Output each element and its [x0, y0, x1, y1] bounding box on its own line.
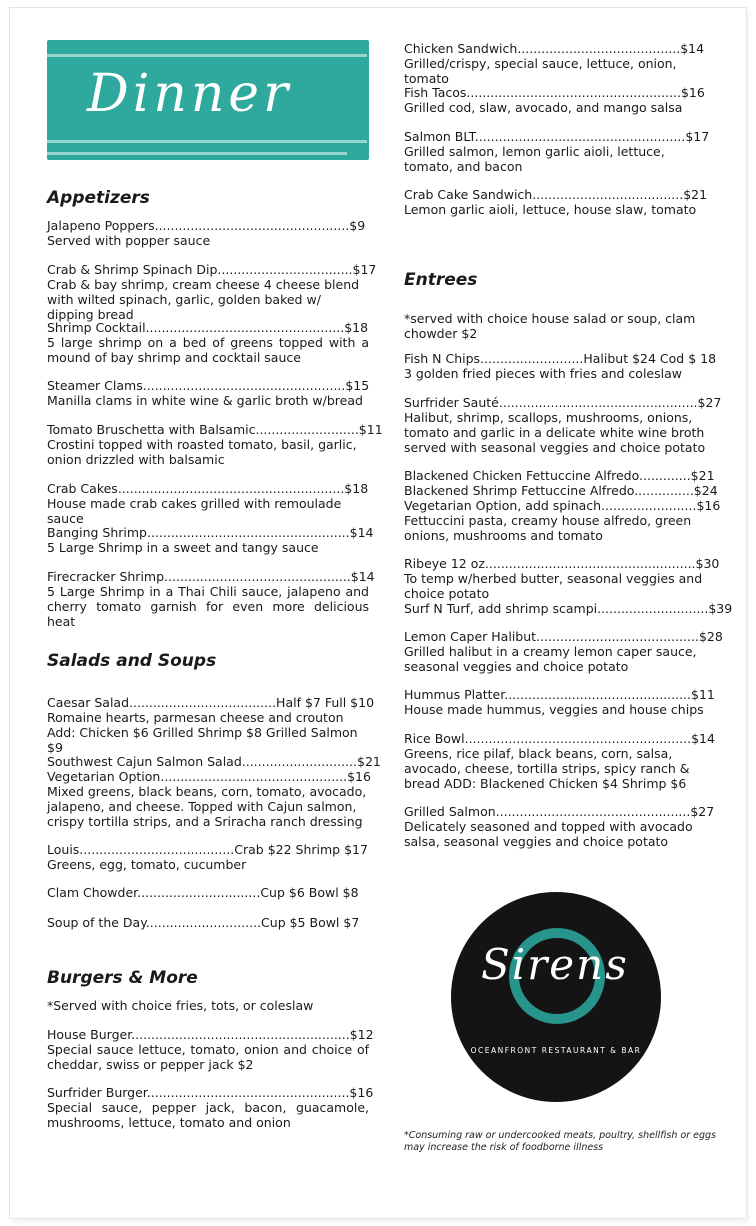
menu-item — [47, 569, 375, 629]
item-desc: Lemon garlic aioli, lettuce, house slaw, tomato — [404, 202, 697, 217]
item-title: Steamer Clams...................................................$15 — [47, 378, 370, 393]
item-desc: Served with popper sauce — [47, 233, 211, 248]
menu-item — [404, 804, 715, 849]
menu-item — [47, 1027, 374, 1072]
item-desc: Fettuccini pasta, creamy house alfredo, green onions, mushrooms and tomato — [404, 513, 692, 543]
item-title: Surfrider Burger...................................................$16 — [47, 1085, 374, 1100]
menu-item — [47, 885, 369, 900]
item-title: Crab Cakes.........................................................$18 — [47, 481, 369, 496]
item-title: Crab & Shrimp Spinach Dip..................................$17 — [47, 262, 377, 277]
item-desc: Grilled halibut in a creamy lemon caper sauce, seasonal veggies and choice potato — [404, 644, 697, 674]
item-title: Surfrider Sauté..................................................$27 — [404, 395, 722, 410]
banner-streak — [47, 54, 367, 57]
item-title: Fish Tacos......................................................$16 — [404, 85, 705, 100]
item-desc: House made hummus, veggies and house chips — [404, 702, 704, 717]
item-desc: Grilled cod, slaw, avocado, and mango salsa — [404, 100, 683, 115]
menu-item — [47, 525, 374, 555]
entrees-note: *served with choice house salad or soup, clam chowder $2 — [404, 311, 696, 341]
menu-item — [47, 320, 369, 365]
item-title: Clam Chowder...............................Cup $6 Bowl $8 — [47, 885, 359, 900]
item-title: Chicken Sandwich.........................................$14 — [404, 41, 705, 56]
item-title: Tomato Bruschetta with Balsamic..........................$11 — [47, 422, 383, 437]
section-title-appetizers: Appetizers — [47, 188, 150, 208]
menu-item — [404, 395, 722, 455]
banner-title: Dinner — [87, 64, 292, 124]
burgers-note: *Served with choice fries, tots, or coleslaw — [47, 998, 314, 1013]
item-desc: Greens, rice pilaf, black beans, corn, salsa, avocado, cheese, tortilla strips, spicy ranch & bread ADD: Blackened Chicken $4 Shrimp $6 — [404, 746, 690, 791]
item-desc: Manilla clams in white wine & garlic broth w/bread — [47, 393, 363, 408]
item-title: Hummus Platter...............................................$11 — [404, 687, 715, 702]
menu-item — [404, 468, 721, 543]
item-title: Firecracker Shrimp...............................................$14 — [47, 569, 375, 584]
menu-item — [404, 129, 712, 174]
section-title-burgers: Burgers & More — [47, 968, 198, 988]
item-variant: Vegetarian Option...............................................$16 — [47, 769, 371, 784]
item-desc: Romaine hearts, parmesan cheese and crouton — [47, 710, 344, 725]
menu-item — [47, 915, 369, 930]
menu-item — [47, 481, 369, 526]
food-safety-disclaimer: *Consuming raw or undercooked meats, poultry, shellfish or eggs may increase the risk of foodborne illness — [404, 1130, 716, 1153]
menu-item — [404, 187, 712, 217]
item-title: House Burger.......................................................$12 — [47, 1027, 374, 1042]
item-desc: Grilled/crispy, special sauce, lettuce, onion, tomato — [404, 56, 677, 86]
item-desc: Special sauce lettuce, tomato, onion and choice of cheddar, swiss or pepper jack $2 — [47, 1042, 369, 1072]
logo-subtitle: OCEANFRONT RESTAURANT & BAR — [470, 1046, 642, 1055]
menu-item — [404, 629, 723, 674]
menu-item — [47, 262, 377, 322]
menu-item — [47, 754, 381, 829]
item-variant: Surf N Turf, add shrimp scampi............................$39 — [404, 601, 733, 616]
item-addons: Add: Chicken $6 Grilled Shrimp $8 Grilled Salmon $9 — [47, 725, 358, 755]
item-desc: 3 golden fried pieces with fries and coleslaw — [404, 366, 682, 381]
menu-item — [404, 351, 717, 381]
item-desc: House made crab cakes grilled with remoulade sauce — [47, 496, 342, 526]
item-desc: Crostini topped with roasted tomato, basil, garlic, onion drizzled with balsamic — [47, 437, 357, 467]
item-title: Blackened Chicken Fettuccine Alfredo.............$21 — [404, 468, 715, 483]
menu-item — [404, 556, 733, 616]
menu-item — [47, 842, 369, 872]
sirens-logo — [451, 892, 661, 1102]
banner-streak — [47, 140, 367, 143]
menu-item — [404, 41, 712, 86]
section-title-salads: Salads and Soups — [47, 651, 217, 671]
item-title: Salmon BLT.....................................................$17 — [404, 129, 710, 144]
banner-streak — [47, 152, 347, 155]
item-title: Louis.......................................Crab $22 Shrimp $17 — [47, 842, 368, 857]
menu-item — [404, 85, 712, 115]
item-title: Soup of the Day.............................Cup $5 Bowl $7 — [47, 915, 360, 930]
section-title-entrees: Entrees — [404, 270, 478, 290]
item-title: Rice Bowl.........................................................$14 — [404, 731, 715, 746]
item-title: Caesar Salad.....................................Half $7 Full $10 — [47, 695, 375, 710]
item-desc: 5 Large Shrimp in a sweet and tangy sauce — [47, 540, 319, 555]
item-variant: Vegetarian Option, add spinach........................$16 — [404, 498, 721, 513]
item-variant: Blackened Shrimp Fettuccine Alfredo...............$24 — [404, 483, 718, 498]
item-title: Crab Cake Sandwich......................................$21 — [404, 187, 708, 202]
item-desc: Halibut, shrimp, scallops, mushrooms, onions, tomato and garlic in a delicate white wine broth served with seasonal veggies and choice potato — [404, 410, 706, 455]
menu-item — [47, 422, 383, 467]
item-title: Banging Shrimp...................................................$14 — [47, 525, 374, 540]
item-title: Ribeye 12 oz.....................................................$30 — [404, 556, 720, 571]
item-desc: Grilled salmon, lemon garlic aioli, lettuce, tomato, and bacon — [404, 144, 665, 174]
item-title: Shrimp Cocktail..................................................$18 — [47, 320, 369, 335]
item-title: Fish N Chips..........................Halibut $24 Cod $ 18 — [404, 351, 717, 366]
menu-item — [404, 731, 715, 791]
item-desc: Special sauce, pepper jack, bacon, guacamole, mushrooms, lettuce, tomato and onion — [47, 1100, 369, 1130]
item-title: Grilled Salmon.................................................$27 — [404, 804, 715, 819]
item-title: Lemon Caper Halibut.........................................$28 — [404, 629, 723, 644]
logo-name: Sirens — [481, 940, 629, 989]
item-desc: Mixed greens, black beans, corn, tomato, avocado, jalapeno, and cheese. Topped with Cajun salmon, crispy tortilla strips, and a Sriracha ranch dressing — [47, 784, 367, 829]
item-title: Southwest Cajun Salmon Salad.............................$21 — [47, 754, 381, 769]
dinner-banner — [47, 40, 369, 160]
item-desc: Delicately seasoned and topped with avocado salsa, seasonal veggies and choice potato — [404, 819, 693, 849]
item-desc: Crab & bay shrimp, cream cheese 4 cheese blend with wilted spinach, garlic, golden baked w/ dipping bread — [47, 277, 360, 322]
item-desc: Greens, egg, tomato, cucumber — [47, 857, 247, 872]
menu-item — [47, 695, 375, 755]
menu-item — [47, 1085, 374, 1130]
item-desc: 5 large shrimp on a bed of greens topped with a mound of bay shrimp and cocktail sauce — [47, 335, 369, 365]
menu-item — [47, 218, 369, 248]
item-desc: 5 Large Shrimp in a Thai Chili sauce, jalapeno and cherry tomato garnish for even more delicious heat — [47, 584, 369, 629]
item-title: Jalapeno Poppers.................................................$9 — [47, 218, 366, 233]
menu-item — [47, 378, 369, 408]
menu-item — [404, 687, 715, 717]
item-desc: To temp w/herbed butter, seasonal veggies and choice potato — [404, 571, 703, 601]
